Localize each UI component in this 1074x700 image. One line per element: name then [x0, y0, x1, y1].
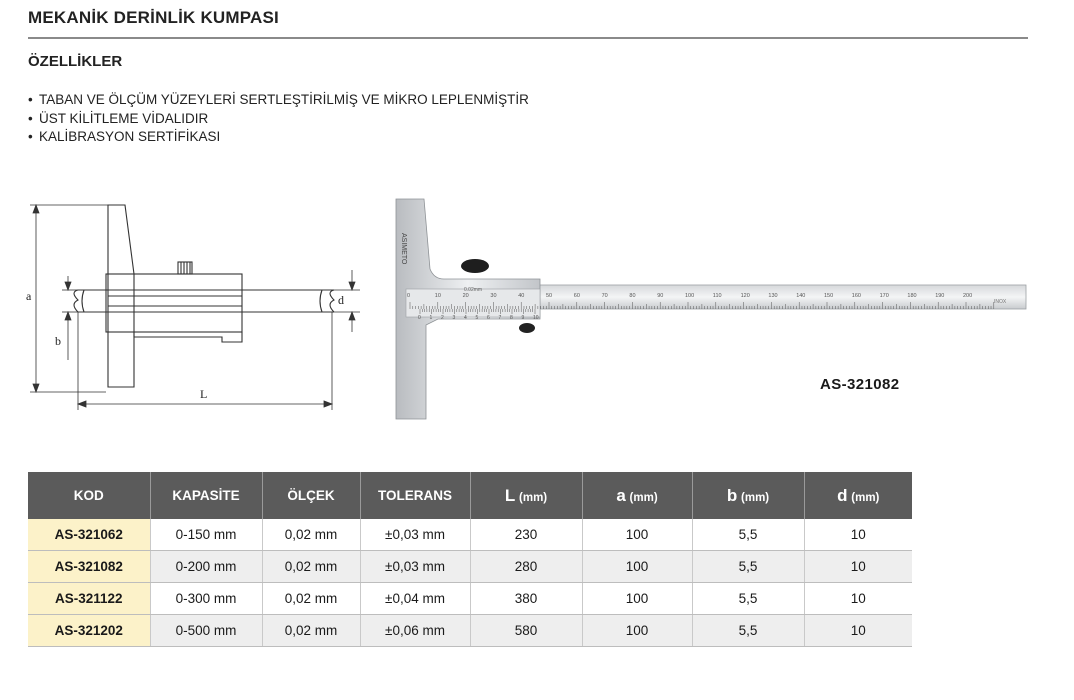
caliper-slider-outline [106, 274, 242, 332]
table-row [28, 583, 912, 615]
feature-item [28, 110, 529, 129]
main-scale-number: 80 [629, 293, 636, 299]
brand-text: ASIMETO [400, 233, 407, 265]
main-scale-number: 130 [768, 293, 778, 299]
features-list [28, 91, 529, 147]
main-scale-number: 10 [434, 293, 441, 299]
vernier-number: 0 [418, 315, 421, 321]
cell-b: 5,5 [692, 519, 804, 551]
main-scale-number: 150 [824, 293, 834, 299]
cell-a: 100 [582, 519, 692, 551]
header-tolerans: TOLERANS [360, 472, 470, 519]
feature-text: KALİBRASYON SERTİFİKASI [39, 129, 221, 144]
main-scale-number: 140 [796, 293, 806, 299]
main-scale-number: 20 [462, 293, 469, 299]
header-olcek: ÖLÇEK [262, 472, 360, 519]
main-scale-number: 70 [601, 293, 608, 299]
inox-mark: INOX [994, 299, 1007, 305]
header-L: L (mm) [470, 472, 582, 519]
main-scale-number: 160 [851, 293, 861, 299]
cell-a: 100 [582, 583, 692, 615]
vernier-number: 5 [475, 315, 479, 321]
cell-tolerans: ±0,03 mm [360, 551, 470, 583]
dimension-label-b: b [55, 334, 61, 348]
cell-kapasite: 0-200 mm [150, 551, 262, 583]
cell-a: 100 [582, 615, 692, 647]
main-scale-number: 200 [963, 293, 973, 299]
cell-kapasite: 0-300 mm [150, 583, 262, 615]
feature-item [28, 128, 529, 147]
header-b: b (mm) [692, 472, 804, 519]
vernier-number: 2 [441, 315, 444, 321]
page-title: MEKANİK DERİNLİK KUMPASI [28, 8, 279, 27]
table-row [28, 615, 912, 647]
cell-d: 10 [804, 551, 912, 583]
title-divider [28, 37, 1028, 39]
header-kapasite: KAPASİTE [150, 472, 262, 519]
resolution-text: 0.02mm [464, 287, 483, 293]
dimension-diagram [22, 192, 362, 417]
table-header-row [28, 472, 912, 519]
feature-text: TABAN VE ÖLÇÜM YÜZEYLERİ SERTLEŞTİRİLMİŞ VE MİKRO LEPLENMİŞTİR [39, 92, 529, 107]
cell-olcek: 0,02 mm [262, 615, 360, 647]
cell-kapasite: 0-150 mm [150, 519, 262, 551]
cell-tolerans: ±0,04 mm [360, 583, 470, 615]
cell-d: 10 [804, 519, 912, 551]
cell-kapasite: 0-500 mm [150, 615, 262, 647]
vernier-number: 10 [533, 315, 539, 321]
dimension-label-a: a [26, 289, 32, 303]
model-code-label: AS-321082 [820, 376, 900, 393]
adjust-knob-icon [519, 323, 535, 333]
header-kod: KOD [28, 472, 150, 519]
table-row [28, 519, 912, 551]
cell-kod: AS-321202 [28, 615, 150, 647]
cell-b: 5,5 [692, 551, 804, 583]
header-d: d (mm) [804, 472, 912, 519]
cell-kod: AS-321122 [28, 583, 150, 615]
vernier-number: 6 [487, 315, 490, 321]
cell-b: 5,5 [692, 615, 804, 647]
cell-olcek: 0,02 mm [262, 551, 360, 583]
features-heading: ÖZELLİKLER [28, 53, 123, 70]
cell-kod: AS-321082 [28, 551, 150, 583]
dimension-label-L: L [200, 387, 208, 401]
main-scale-number: 90 [657, 293, 664, 299]
main-scale-number: 50 [546, 293, 553, 299]
main-scale-number: 110 [712, 293, 722, 299]
main-scale-number: 30 [490, 293, 497, 299]
dimension-label-d: d [338, 293, 344, 307]
cell-olcek: 0,02 mm [262, 583, 360, 615]
vernier-number: 9 [521, 315, 525, 321]
vernier-number: 1 [429, 315, 433, 321]
main-scale-number: 120 [740, 293, 750, 299]
cell-kod: AS-321062 [28, 519, 150, 551]
cell-b: 5,5 [692, 583, 804, 615]
header-a: a (mm) [582, 472, 692, 519]
product-photo [380, 193, 1030, 423]
bullet-icon: • [28, 129, 33, 144]
specifications-table [28, 472, 912, 647]
cell-olcek: 0,02 mm [262, 519, 360, 551]
lock-screw-icon [461, 259, 489, 273]
cell-d: 10 [804, 583, 912, 615]
vernier-number: 3 [452, 315, 456, 321]
cell-L: 380 [470, 583, 582, 615]
bullet-icon: • [28, 92, 33, 107]
cell-L: 230 [470, 519, 582, 551]
main-scale-number: 60 [573, 293, 580, 299]
main-scale-number: 100 [685, 293, 695, 299]
main-scale-number: 170 [879, 293, 889, 299]
cell-tolerans: ±0,06 mm [360, 615, 470, 647]
vernier-number: 4 [464, 315, 467, 321]
table-row [28, 551, 912, 583]
cell-L: 580 [470, 615, 582, 647]
main-scale-number: 180 [907, 293, 917, 299]
cell-a: 100 [582, 551, 692, 583]
feature-text: ÜST KİLİTLEME VİDALIDIR [39, 110, 209, 126]
main-scale-number: 0 [407, 293, 411, 299]
cell-tolerans: ±0,03 mm [360, 519, 470, 551]
bullet-icon: • [28, 110, 33, 126]
cell-L: 280 [470, 551, 582, 583]
main-scale-number: 190 [935, 293, 945, 299]
main-scale-number: 40 [518, 293, 525, 299]
vernier-number: 8 [510, 315, 513, 321]
cell-d: 10 [804, 615, 912, 647]
vernier-number: 7 [498, 315, 502, 321]
feature-item [28, 91, 529, 110]
